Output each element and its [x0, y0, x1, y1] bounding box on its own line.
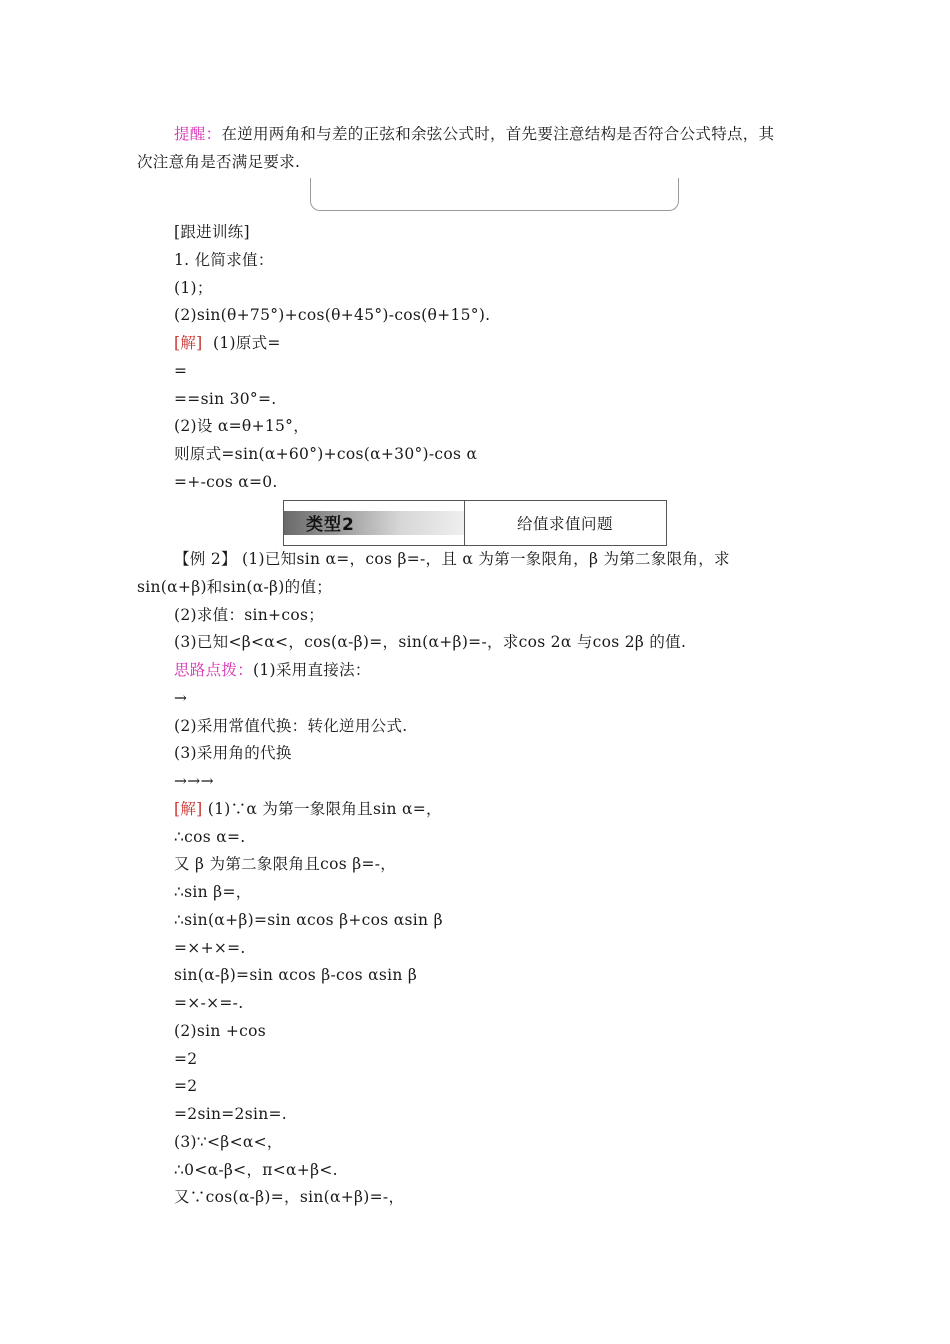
practice-line-7: (2)设 α=θ+15°， — [174, 417, 310, 435]
solution-line-12: =2sin=2sin=. — [174, 1105, 288, 1123]
practice-line-8: 则原式=sin(α+60°)+cos(α+30°)-cos α — [174, 445, 478, 463]
reminder-text-1: 在逆用两角和与差的正弦和余弦公式时，首先要注意结构是否符合公式特点，其 — [221, 125, 775, 143]
example-label: 【例 2】 — [174, 550, 237, 568]
hint-label: 思路点拨： — [174, 661, 254, 679]
practice-line-2: (1)； — [174, 279, 213, 297]
note-box-bracket — [310, 178, 679, 211]
solution-label: [解] — [174, 800, 203, 818]
solution-line-4: ∴sin β=， — [174, 883, 252, 901]
hint-line-4: (3)采用角的代换 — [174, 744, 292, 762]
example-line-2: sin(α+β)和sin(α-β)的值； — [137, 578, 333, 596]
practice-line-6: ==sin 30°=. — [174, 390, 277, 408]
solution-line-15: 又∵cos(α-β)=，sin(α+β)=-， — [174, 1188, 405, 1206]
solution-line-3: 又 β 为第二象限角且cos β=-， — [174, 855, 397, 873]
solution-line-14: ∴0<α-β<，π<α+β<. — [174, 1161, 338, 1179]
solution-line-7: sin(α-β)=sin αcos β-cos αsin β — [174, 966, 418, 984]
type-banner-title: 给值求值问题 — [516, 515, 613, 533]
example-line-1 — [174, 549, 730, 569]
solution-line-11: =2 — [174, 1077, 198, 1095]
example-text-1: (1)已知sin α=，cos β=-，且 α 为第一象限角，β 为第二象限角，求 — [236, 550, 730, 568]
hint-line-2: → — [174, 689, 188, 707]
example-line-3: (2)求值：sin+cos； — [174, 606, 325, 624]
reminder-line-1 — [174, 124, 774, 144]
solution-line-5: ∴sin(α+β)=sin αcos β+cos αsin β — [174, 911, 443, 929]
practice-line-3: (2)sin(θ+75°)+cos(θ+45°)-cos(θ+15°). — [174, 306, 491, 324]
solution-line-8: =×-×=-. — [174, 994, 244, 1012]
reminder-label: 提醒： — [174, 125, 222, 143]
solution-line-1 — [174, 799, 442, 819]
practice-line-5: = — [174, 362, 188, 380]
practice-solution-label: [解] — [174, 334, 203, 352]
hint-line-3: (2)采用常值代换：转化逆用公式. — [174, 717, 408, 735]
solution-line-10: =2 — [174, 1050, 198, 1068]
hint-line-5: →→→ — [174, 772, 214, 790]
solution-line-13: (3)∵<β<α<， — [174, 1133, 283, 1151]
practice-solution-line — [174, 333, 281, 353]
reminder-line-2: 次注意角是否满足要求. — [137, 153, 301, 171]
practice-line-1: 1. 化简求值： — [174, 251, 274, 269]
solution-line-6: =×+×=. — [174, 939, 246, 957]
type-banner — [283, 500, 667, 546]
solution-line-2: ∴cos α=. — [174, 828, 246, 846]
practice-line-9: =+-cos α=0. — [174, 473, 278, 491]
practice-line-4: (1)原式= — [212, 334, 281, 352]
practice-header: [跟进训练] — [174, 223, 250, 241]
type-banner-label: 类型2 — [306, 515, 355, 535]
type-banner-label-cell — [284, 501, 465, 545]
hint-line-1 — [174, 660, 371, 680]
hint-text-1: (1)采用直接法： — [253, 661, 371, 679]
example-line-4: (3)已知<β<α<，cos(α-β)=，sin(α+β)=-，求cos 2α 与cos 2β 的值. — [174, 633, 687, 651]
solution-line-9: (2)sin +cos — [174, 1022, 267, 1040]
solution-text-1: (1)∵α 为第一象限角且sin α=， — [202, 800, 442, 818]
